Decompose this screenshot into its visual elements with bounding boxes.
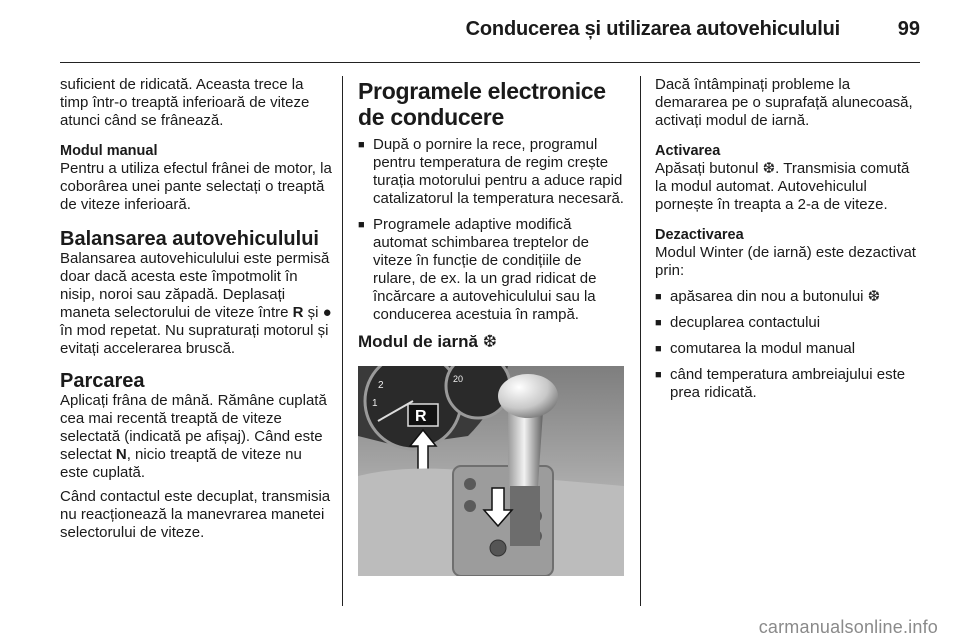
snowflake-icon: ❆ xyxy=(762,160,776,177)
column-divider xyxy=(640,76,641,606)
list-item: ■ apăsarea din nou a butonului ❆ xyxy=(655,288,925,306)
snowflake-icon: ❆ xyxy=(482,332,497,351)
chapter-title: Conducerea și utilizarea autovehiculului xyxy=(465,18,840,40)
activation-heading: Activarea xyxy=(655,143,721,159)
column-right xyxy=(655,76,925,410)
gear-selector-illustration xyxy=(358,366,624,576)
column-middle xyxy=(358,78,626,576)
list-item: ■ După o pornire la rece, programul pentru temperatura de regim crește turația motorului pentru a aduce rapid catalizatorul la temperatura necesară. xyxy=(358,136,626,208)
balancing-text: Balansarea autovehiculului este permisă doar dacă acesta este împotmolit în nisip, noroi sau zăpadă. Deplasați maneta selectorului de viteze între R și ● în mod repetat. Nu supraturați motorul și evitați accelerarea bruscă. xyxy=(60,250,332,357)
parking-heading: Parcarea xyxy=(60,370,145,392)
column-divider xyxy=(342,76,343,606)
activation-text: Apăsați butonul ❆. Transmisia comută la modul automat. Autovehiculul pornește în treapta a 2-a de viteze. xyxy=(655,160,910,213)
page-number: 99 xyxy=(897,18,920,40)
parking-text: Aplicați frâna de mână. Rămâne cuplată cea mai recentă treaptă de viteze selectată (indicată pe afișaj). Când este selectat N, nicio treaptă de viteze nu este cuplată. xyxy=(60,392,327,481)
list-item: ■ decuplarea contactului xyxy=(655,314,925,332)
parking-text-ignition: Când contactul este decuplat, transmisia nu reacționează la manevrarea manetei selectorului de viteze. xyxy=(60,488,331,541)
section-title: Programele electronice de conducere xyxy=(358,78,606,130)
page-header xyxy=(60,0,920,63)
program-list xyxy=(358,136,626,324)
snowflake-icon: ❆ xyxy=(867,288,881,305)
deactivation-list xyxy=(655,288,925,402)
deactivation-text: Modul Winter (de iarnă) este dezactivat prin: xyxy=(655,244,916,279)
list-item: ■ Programele adaptive modifică automat schimbarea treptelor de viteze în funcție de condițiile de rulare, de ex. la un grad ridicat de încărcare a autovehiculului sau la conducerea acestuia în rampă. xyxy=(358,216,626,324)
winter-mode-heading: Modul de iarnă ❆ xyxy=(358,332,497,351)
balancing-heading: Balansarea autovehiculului xyxy=(60,228,319,250)
manual-mode-heading: Modul manual xyxy=(60,143,158,159)
gauge-tick: 1 xyxy=(372,398,378,409)
winter-intro-text: Dacă întâmpinați probleme la demararea pe o suprafață alunecoasă, activați modul de iarnă. xyxy=(655,76,913,129)
list-item: ■ comutarea la modul manual xyxy=(655,340,925,358)
column-left xyxy=(60,76,332,552)
manual-mode-text: Pentru a utiliza efectul frânei de motor, la coborârea unei pante selectați o treaptă de viteze inferioară. xyxy=(60,160,332,213)
gauge-tick: 2 xyxy=(378,380,384,391)
intro-paragraph: suficient de ridicată. Aceasta trece la timp într-o treaptă inferioară de viteze atunci când se frânează. xyxy=(60,76,310,129)
gauge-tick: 20 xyxy=(453,374,464,384)
gear-display: R xyxy=(415,408,427,425)
watermark-text: carmanualsonline.info xyxy=(758,617,938,637)
deactivation-heading: Dezactivarea xyxy=(655,227,744,243)
list-item: ■ când temperatura ambreiajului este prea ridicată. xyxy=(655,366,925,402)
